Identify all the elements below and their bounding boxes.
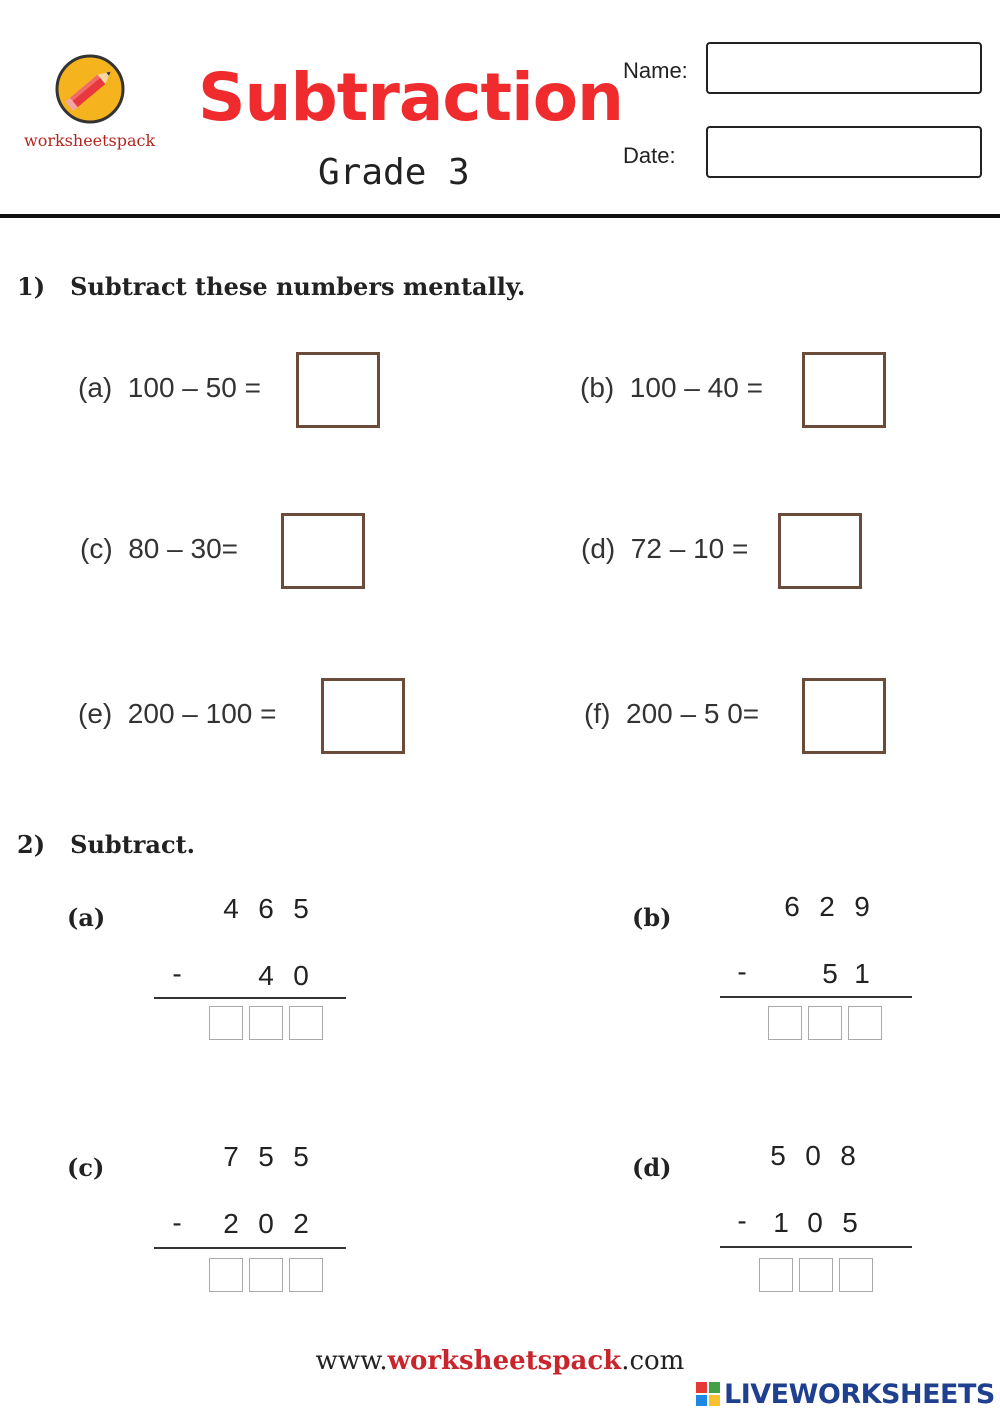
problem-label: (e)	[78, 698, 113, 729]
answer-cell-c-hundreds[interactable]	[209, 1258, 243, 1292]
bottom-digit: 2	[293, 1208, 309, 1239]
problem-expression: 200 – 5 0=	[626, 698, 760, 729]
section1-heading	[17, 272, 525, 301]
section2-number: 2)	[17, 830, 46, 859]
bottom-digit: 0	[293, 960, 309, 991]
section1-number: 1)	[17, 272, 46, 301]
name-label: Name:	[623, 58, 688, 83]
mental-problem-d	[581, 533, 748, 565]
mental-problem-e	[78, 698, 277, 730]
problem-expression: 72 – 10 =	[630, 533, 749, 564]
answer-cell-d-tens[interactable]	[799, 1258, 833, 1292]
top-digit: 8	[840, 1140, 856, 1171]
sum-line	[154, 997, 346, 999]
vertical-problem-label-d: (d)	[632, 1153, 672, 1182]
problem-label: (b)	[580, 372, 615, 403]
answer-box-d[interactable]	[778, 513, 862, 589]
vertical-problem-label-c: (c)	[67, 1153, 105, 1182]
top-digit: 9	[854, 891, 870, 922]
answer-cell-d-ones[interactable]	[839, 1258, 873, 1292]
bottom-digit: 5	[822, 958, 838, 989]
bottom-digit: 0	[258, 1208, 274, 1239]
answer-cell-d-hundreds[interactable]	[759, 1258, 793, 1292]
minus-sign: -	[737, 1205, 747, 1236]
logo-pencil-icon	[55, 54, 125, 124]
grade-label: Grade 3	[318, 152, 470, 193]
bottom-digit: 1	[773, 1207, 789, 1238]
bottom-digit: 4	[258, 960, 274, 991]
date-field[interactable]	[706, 126, 982, 178]
answer-cell-a-tens[interactable]	[249, 1006, 283, 1040]
footer-url[interactable]	[0, 1346, 1000, 1376]
section2-title: Subtract.	[70, 830, 196, 859]
top-digit: 6	[784, 891, 800, 922]
answer-cell-b-hundreds[interactable]	[768, 1006, 802, 1040]
problem-expression: 100 – 40 =	[629, 372, 763, 403]
answer-cell-b-tens[interactable]	[808, 1006, 842, 1040]
minus-sign: -	[737, 956, 747, 987]
answer-cell-c-ones[interactable]	[289, 1258, 323, 1292]
footer-suffix: .com	[621, 1346, 685, 1376]
problem-label: (c)	[80, 533, 113, 564]
vertical-problem-label-a: (a)	[67, 903, 106, 932]
sum-line	[720, 1246, 912, 1248]
problem-label: (f)	[584, 698, 611, 729]
answer-cell-c-tens[interactable]	[249, 1258, 283, 1292]
problem-label: (a)	[78, 372, 113, 403]
liveworksheets-watermark	[696, 1378, 995, 1410]
bottom-digit: 2	[223, 1208, 239, 1239]
sum-line	[720, 996, 912, 998]
top-digit: 6	[258, 893, 274, 924]
logo-text: worksheetspack	[24, 131, 156, 150]
top-digit: 5	[770, 1140, 786, 1171]
top-digit: 7	[223, 1141, 239, 1172]
date-label: Date:	[623, 143, 676, 168]
top-digit: 2	[819, 891, 835, 922]
bottom-digit: 0	[807, 1207, 823, 1238]
header-divider	[0, 214, 1000, 218]
problem-label: (d)	[581, 533, 616, 564]
answer-box-c[interactable]	[281, 513, 365, 589]
answer-box-a[interactable]	[296, 352, 380, 428]
answer-box-e[interactable]	[321, 678, 405, 754]
mental-problem-c	[80, 533, 238, 565]
answer-cell-a-hundreds[interactable]	[209, 1006, 243, 1040]
minus-sign: -	[172, 1207, 182, 1238]
bottom-digit: 5	[842, 1207, 858, 1238]
bottom-digit: 1	[854, 958, 870, 989]
problem-expression: 200 – 100 =	[127, 698, 277, 729]
name-field[interactable]	[706, 42, 982, 94]
sum-line	[154, 1247, 346, 1249]
problem-expression: 100 – 50 =	[127, 372, 261, 403]
top-digit: 0	[805, 1140, 821, 1171]
liveworksheets-logo-icon	[696, 1382, 720, 1406]
footer-prefix: www.	[315, 1346, 388, 1376]
problem-expression: 80 – 30=	[128, 533, 238, 564]
footer-brand: worksheetspack	[387, 1346, 622, 1376]
vertical-problem-label-b: (b)	[632, 903, 672, 932]
answer-box-b[interactable]	[802, 352, 886, 428]
answer-box-f[interactable]	[802, 678, 886, 754]
section1-title: Subtract these numbers mentally.	[70, 272, 526, 301]
mental-problem-f	[584, 698, 759, 730]
top-digit: 4	[223, 893, 239, 924]
page-title: Subtraction	[198, 59, 624, 136]
top-digit: 5	[258, 1141, 274, 1172]
mental-problem-b	[580, 372, 763, 404]
section2-heading	[17, 830, 195, 859]
minus-sign: -	[172, 958, 182, 989]
answer-cell-b-ones[interactable]	[848, 1006, 882, 1040]
mental-problem-a	[78, 372, 261, 404]
top-digit: 5	[293, 1141, 309, 1172]
top-digit: 5	[293, 893, 309, 924]
answer-cell-a-ones[interactable]	[289, 1006, 323, 1040]
watermark-text: LIVEWORKSHEETS	[724, 1378, 995, 1410]
